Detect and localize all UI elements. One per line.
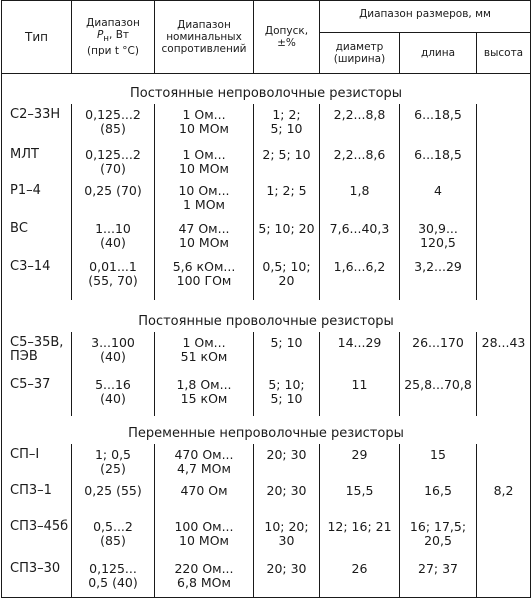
cell-type: [2, 256, 72, 300]
cell-power: [72, 218, 155, 256]
cell-line: 0,01...1: [89, 258, 137, 274]
cell-line: 1; 2; 5: [266, 182, 307, 198]
cell-line: 0,25 (70): [84, 182, 142, 198]
cell-line: 10 МОм: [179, 234, 229, 250]
cell-diameter: [320, 144, 400, 180]
header-resistance: Диапазон номинальных сопротивлений: [155, 1, 254, 74]
cell-line: 12; 16; 21: [327, 518, 392, 534]
cell-line: С2–33Н: [10, 106, 61, 122]
cell-line: 16; 17,5;: [409, 518, 467, 534]
cell-line: СП3–45б: [10, 518, 69, 534]
cell-power: [72, 104, 155, 144]
cell-type: [2, 144, 72, 180]
header-diameter: диаметр (ширина): [320, 33, 400, 74]
cell-line: МЛТ: [10, 146, 39, 162]
cell-line: С3–14: [10, 258, 51, 274]
cell-line: 470 Ом...: [174, 446, 234, 462]
cell-line: 30: [278, 532, 295, 548]
cell-height: [477, 144, 531, 180]
cell-power: [72, 144, 155, 180]
cell-length: [400, 480, 477, 516]
cell-line: 1 Ом...: [182, 106, 226, 122]
cell-line: 28...43: [481, 334, 526, 350]
cell-length: [400, 218, 477, 256]
cell-height: [477, 480, 531, 516]
cell-line: 220 Ом...: [174, 560, 234, 576]
cell-length: [400, 558, 477, 598]
cell-resistance: [155, 144, 254, 180]
cell-length: [400, 256, 477, 300]
cell-line: 20; 30: [266, 560, 307, 576]
cell-diameter: [320, 218, 400, 256]
cell-power: [72, 374, 155, 416]
cell-power: [72, 180, 155, 218]
cell-line: 20; 30: [266, 446, 307, 462]
cell-line: Р1–4: [10, 182, 41, 198]
cell-height: [477, 332, 531, 374]
section-title: Постоянные непроволочные резисторы: [2, 74, 531, 104]
cell-line: (40): [100, 234, 126, 250]
header-height: высота: [477, 33, 531, 74]
cell-line: 0,5; 10;: [262, 258, 311, 274]
cell-height: [477, 374, 531, 416]
cell-line: 3,2...29: [414, 258, 462, 274]
cell-line: 2,2...8,8: [333, 106, 386, 122]
cell-line: 1; 2;: [272, 106, 301, 122]
cell-power: [72, 480, 155, 516]
cell-tolerance: [254, 444, 320, 480]
cell-resistance: [155, 374, 254, 416]
cell-tolerance: [254, 516, 320, 558]
cell-line: 0,125...2: [85, 106, 141, 122]
cell-line: (55, 70): [88, 272, 138, 288]
cell-line: 5...16: [95, 376, 131, 392]
cell-line: 10; 20;: [264, 518, 309, 534]
cell-line: СП3–1: [10, 482, 52, 498]
cell-length: [400, 180, 477, 218]
cell-tolerance: [254, 180, 320, 218]
table-row: [2, 444, 531, 480]
cell-resistance: [155, 218, 254, 256]
cell-line: (25): [100, 460, 126, 476]
cell-line: СП3–30: [10, 560, 61, 576]
cell-tolerance: [254, 480, 320, 516]
cell-resistance: [155, 558, 254, 598]
cell-line: С5–37: [10, 376, 51, 392]
resistor-spec-table: [1, 0, 531, 598]
cell-line: 1; 0,5: [94, 446, 132, 462]
table-row: [2, 558, 531, 598]
cell-height: [477, 104, 531, 144]
cell-height: [477, 444, 531, 480]
table-row: [2, 218, 531, 256]
cell-length: [400, 516, 477, 558]
cell-tolerance: [254, 144, 320, 180]
cell-line: 29: [351, 446, 368, 462]
cell-diameter: [320, 256, 400, 300]
cell-height: [477, 256, 531, 300]
cell-resistance: [155, 180, 254, 218]
cell-line: 47 Ом...: [178, 220, 230, 236]
cell-line: 5; 10;: [268, 376, 305, 392]
table-row: [2, 480, 531, 516]
cell-line: 8,2: [493, 482, 514, 498]
section-header: [2, 74, 531, 104]
cell-line: 0,25 (55): [84, 482, 142, 498]
cell-diameter: [320, 332, 400, 374]
cell-line: 30,9...: [418, 220, 458, 236]
section-header: [2, 416, 531, 444]
cell-line: (85): [100, 532, 126, 548]
cell-type: [2, 374, 72, 416]
cell-line: ВС: [10, 220, 28, 236]
table-row: [2, 180, 531, 218]
cell-line: 5,6 кОм...: [172, 258, 236, 274]
cell-line: 5; 10: [270, 120, 303, 136]
cell-length: [400, 444, 477, 480]
cell-diameter: [320, 444, 400, 480]
cell-type: [2, 218, 72, 256]
cell-height: [477, 180, 531, 218]
cell-type: [2, 480, 72, 516]
cell-type: [2, 516, 72, 558]
cell-height: [477, 558, 531, 598]
header-size-range: Диапазон размеров, мм: [320, 1, 531, 33]
cell-type: [2, 558, 72, 598]
cell-line: 1 Ом...: [182, 146, 226, 162]
cell-line: 20; 30: [266, 482, 307, 498]
cell-line: 1...10: [95, 220, 131, 236]
cell-line: 1 МОм: [183, 196, 225, 212]
cell-tolerance: [254, 218, 320, 256]
cell-type: [2, 180, 72, 218]
table-row: [2, 144, 531, 180]
cell-line: ПЭВ: [10, 348, 38, 364]
section-title: Переменные непроволочные резисторы: [2, 416, 531, 444]
cell-power: [72, 516, 155, 558]
cell-line: 6...18,5: [414, 146, 462, 162]
cell-height: [477, 218, 531, 256]
section-title: Постоянные проволочные резисторы: [2, 300, 531, 332]
cell-line: 10 МОм: [179, 532, 229, 548]
cell-line: 0,125...2: [85, 146, 141, 162]
cell-diameter: [320, 104, 400, 144]
cell-line: 20,5: [424, 532, 452, 548]
cell-line: 120,5: [420, 234, 456, 250]
cell-height: [477, 516, 531, 558]
cell-line: 26...170: [412, 334, 464, 350]
cell-line: 5; 10: [270, 334, 303, 350]
cell-line: 4,7 МОм: [177, 460, 231, 476]
cell-diameter: [320, 180, 400, 218]
cell-line: С5–35В,: [10, 334, 64, 350]
table-row: [2, 374, 531, 416]
cell-line: 0,5...2: [93, 518, 133, 534]
table-header: [2, 1, 531, 74]
cell-line: 1,8: [349, 182, 370, 198]
cell-line: 5; 10: [270, 390, 303, 406]
cell-diameter: [320, 480, 400, 516]
header-tolerance: Допуск, ±%: [254, 1, 320, 74]
table-row: [2, 516, 531, 558]
table-row: [2, 104, 531, 144]
cell-length: [400, 374, 477, 416]
cell-diameter: [320, 516, 400, 558]
cell-line: 0,125...: [89, 560, 137, 576]
cell-line: 6...18,5: [414, 106, 462, 122]
cell-tolerance: [254, 374, 320, 416]
cell-line: 51 кОм: [180, 348, 228, 364]
cell-line: 15,5: [345, 482, 374, 498]
cell-power: [72, 444, 155, 480]
cell-tolerance: [254, 256, 320, 300]
table-body: [2, 74, 531, 598]
cell-line: 26: [351, 560, 368, 576]
cell-power: [72, 332, 155, 374]
cell-line: 10 МОм: [179, 120, 229, 136]
cell-type: [2, 444, 72, 480]
table-row: [2, 332, 531, 374]
cell-line: 2; 5; 10: [262, 146, 311, 162]
cell-diameter: [320, 374, 400, 416]
cell-line: 15 кОм: [180, 390, 228, 406]
cell-length: [400, 144, 477, 180]
cell-line: 25,8...70,8: [404, 376, 472, 392]
cell-line: (40): [100, 348, 126, 364]
cell-resistance: [155, 516, 254, 558]
cell-line: 1,6...6,2: [333, 258, 386, 274]
header-power: Диапазон $P_н$, Вт (при t °C): [72, 1, 155, 74]
cell-resistance: [155, 104, 254, 144]
cell-length: [400, 104, 477, 144]
section-header: [2, 300, 531, 332]
cell-line: 6,8 МОм: [177, 574, 231, 590]
cell-line: (70): [100, 160, 126, 176]
table-row: [2, 256, 531, 300]
cell-line: 100 ГОм: [176, 272, 232, 288]
cell-tolerance: [254, 104, 320, 144]
cell-line: 27; 37: [418, 560, 458, 576]
cell-line: 10 Ом...: [178, 182, 230, 198]
cell-type: [2, 104, 72, 144]
cell-resistance: [155, 480, 254, 516]
cell-resistance: [155, 444, 254, 480]
cell-power: [72, 558, 155, 598]
cell-resistance: [155, 332, 254, 374]
cell-line: 470 Ом: [180, 482, 228, 498]
cell-line: 1,8 Ом...: [176, 376, 232, 392]
cell-line: 0,5 (40): [88, 574, 138, 590]
cell-line: 1 Ом...: [182, 334, 226, 350]
cell-line: 15: [430, 446, 446, 462]
cell-line: 100 Ом...: [174, 518, 234, 534]
cell-line: 5; 10; 20: [258, 220, 315, 236]
cell-line: 20: [278, 272, 295, 288]
cell-tolerance: [254, 558, 320, 598]
cell-length: [400, 332, 477, 374]
cell-power: [72, 256, 155, 300]
cell-line: 4: [434, 182, 442, 198]
header-length: длина: [400, 33, 477, 74]
cell-line: 10 МОм: [179, 160, 229, 176]
cell-diameter: [320, 558, 400, 598]
cell-line: 16,5: [424, 482, 452, 498]
cell-type: [2, 332, 72, 374]
cell-line: 2,2...8,6: [333, 146, 386, 162]
cell-line: (40): [100, 390, 126, 406]
cell-line: СП–I: [10, 446, 40, 462]
cell-line: 3...100: [91, 334, 135, 350]
cell-line: (85): [100, 120, 126, 136]
cell-resistance: [155, 256, 254, 300]
header-type: Тип: [2, 1, 72, 74]
cell-line: 7,6...40,3: [329, 220, 390, 236]
cell-line: 14...29: [337, 334, 382, 350]
cell-line: 11: [351, 376, 368, 392]
cell-tolerance: [254, 332, 320, 374]
